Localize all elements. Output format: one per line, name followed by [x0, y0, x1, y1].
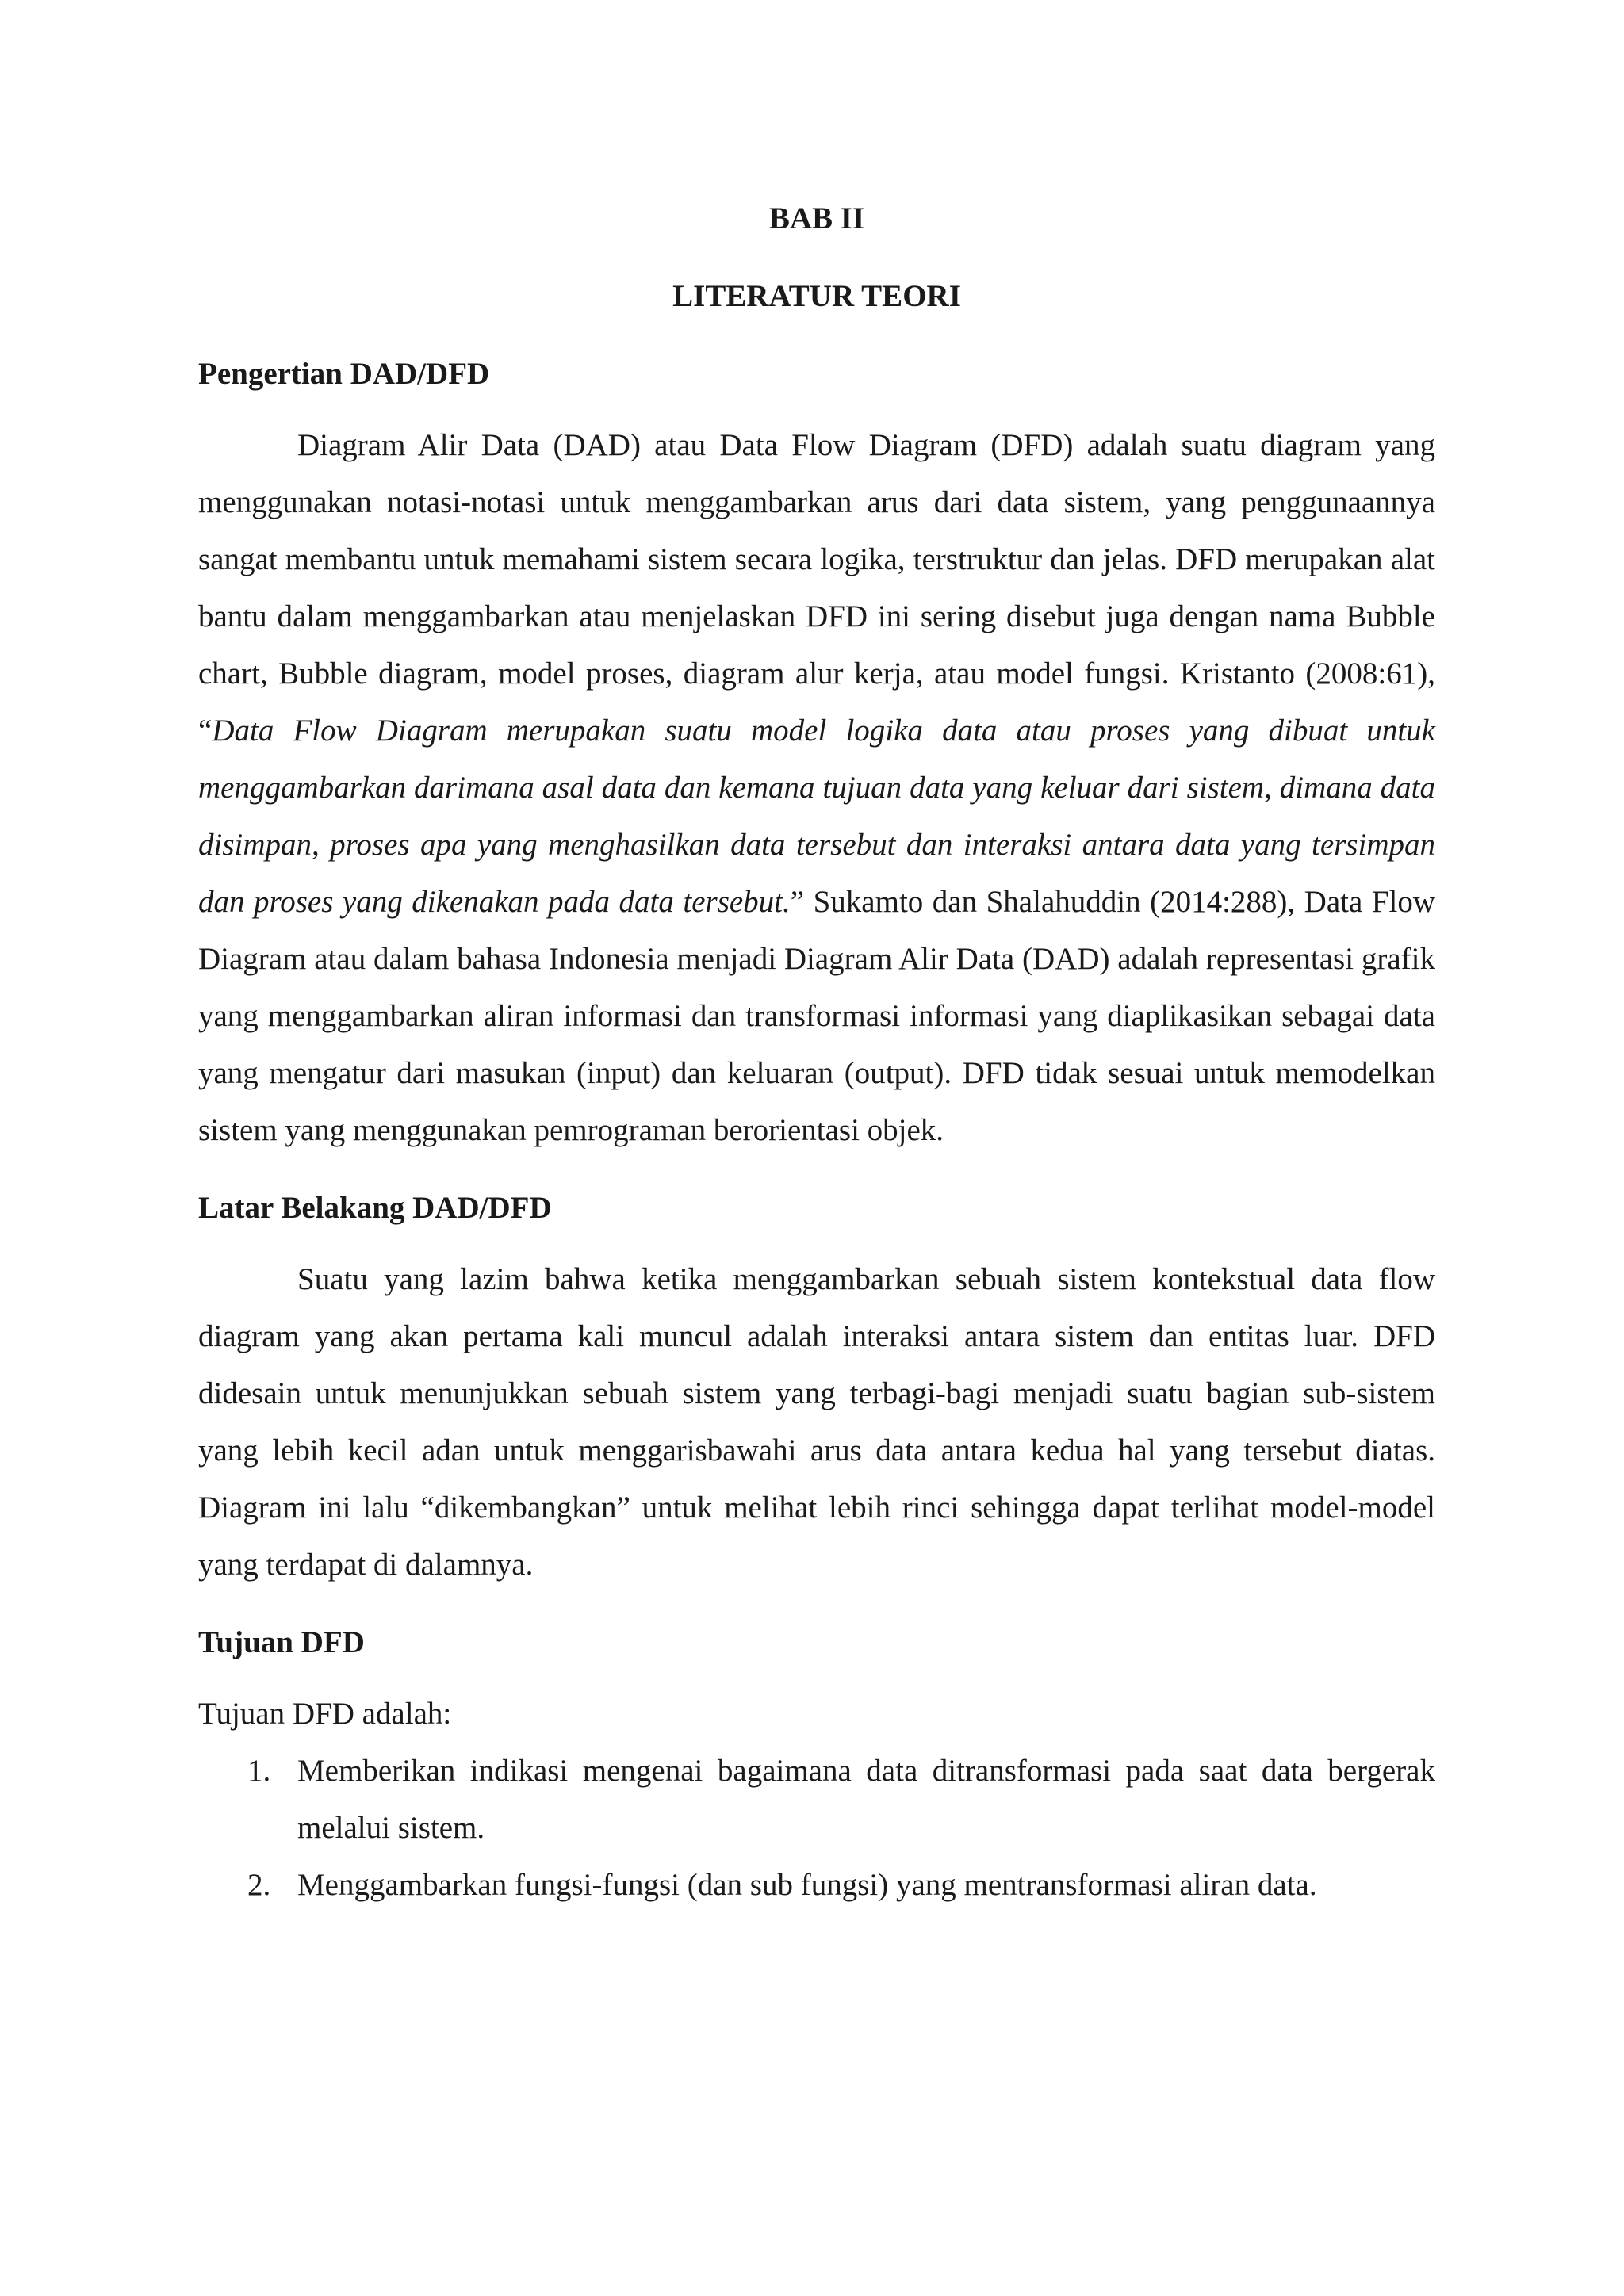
chapter-label: BAB II — [768, 201, 865, 235]
list-item — [198, 1857, 1435, 1914]
document-page — [198, 190, 1435, 1914]
tujuan-intro: Tujuan DFD adalah: — [198, 1697, 452, 1731]
quote-kristanto: Data Flow Diagram merupakan suatu model logika data atau proses yang dibuat untuk menggambarkan darimana asal data dan kemana tujuan data yang keluar dari sistem, dimana data disimpan, proses apa yang menghasilkan data tersebut dan interaksi antara data yang tersimpan dan proses yang dikenakan pada data tersebut. — [198, 714, 1435, 919]
chapter-title: LITERATUR TEORI — [672, 279, 961, 313]
paragraph-pengertian-start: Diagram Alir Data (DAD) atau Data Flow Diagram (DFD) adalah suatu diagram yang menggunakan notasi-notasi untuk menggambarkan arus dari data sistem, yang penggunaannya sangat membantu untuk memahami sistem secara logika, terstruktur dan jelas. DFD merupakan alat bantu dalam menggambarkan atau menjelaskan DFD ini sering disebut juga dengan nama Bubble chart, Bubble diagram, model proses, diagram alur kerja, atau model fungsi. Kristanto (2008:61), “ — [198, 428, 1435, 748]
list-item-number: 1. — [247, 1754, 271, 1788]
list-item-text: Memberikan indikasi mengenai bagaimana data ditransformasi pada saat data bergerak melalui sistem. — [297, 1754, 1435, 1845]
section-heading-latar: Latar Belakang DAD/DFD — [198, 1191, 552, 1225]
paragraph-pengertian — [198, 417, 1435, 1159]
paragraph-latar: Suatu yang lazim bahwa ketika menggambarkan sebuah sistem kontekstual data flow diagram yang akan pertama kali muncul adalah interaksi antara sistem dan entitas luar. DFD didesain untuk menunjukkan sebuah sistem yang terbagi-bagi menjadi suatu bagian sub-sistem yang lebih kecil adan untuk menggarisbawahi arus data antara kedua hal yang tersebut diatas. Diagram ini lalu “dikembangkan” untuk melihat lebih rinci sehingga dapat terlihat model-model yang terdapat di dalamnya. — [198, 1262, 1435, 1582]
list-item-text: Menggambarkan fungsi-fungsi (dan sub fungsi) yang mentransformasi aliran data. — [297, 1868, 1317, 1902]
section-heading-pengertian: Pengertian DAD/DFD — [198, 357, 490, 391]
list-item-number: 2. — [247, 1868, 271, 1902]
list-item — [198, 1743, 1435, 1857]
paragraph-pengertian-end: ” Sukamto dan Shalahuddin (2014:288), Data Flow Diagram atau dalam bahasa Indonesia menjadi Diagram Alir Data (DAD) adalah representasi grafik yang menggambarkan aliran informasi dan transformasi informasi yang diaplikasikan sebagai data yang mengatur dari masukan (input) dan keluaran (output). DFD tidak sesuai untuk memodelkan sistem yang menggunakan pemrograman berorientasi objek. — [198, 885, 1435, 1147]
section-heading-tujuan: Tujuan DFD — [198, 1625, 365, 1659]
tujuan-list — [198, 1743, 1435, 1914]
